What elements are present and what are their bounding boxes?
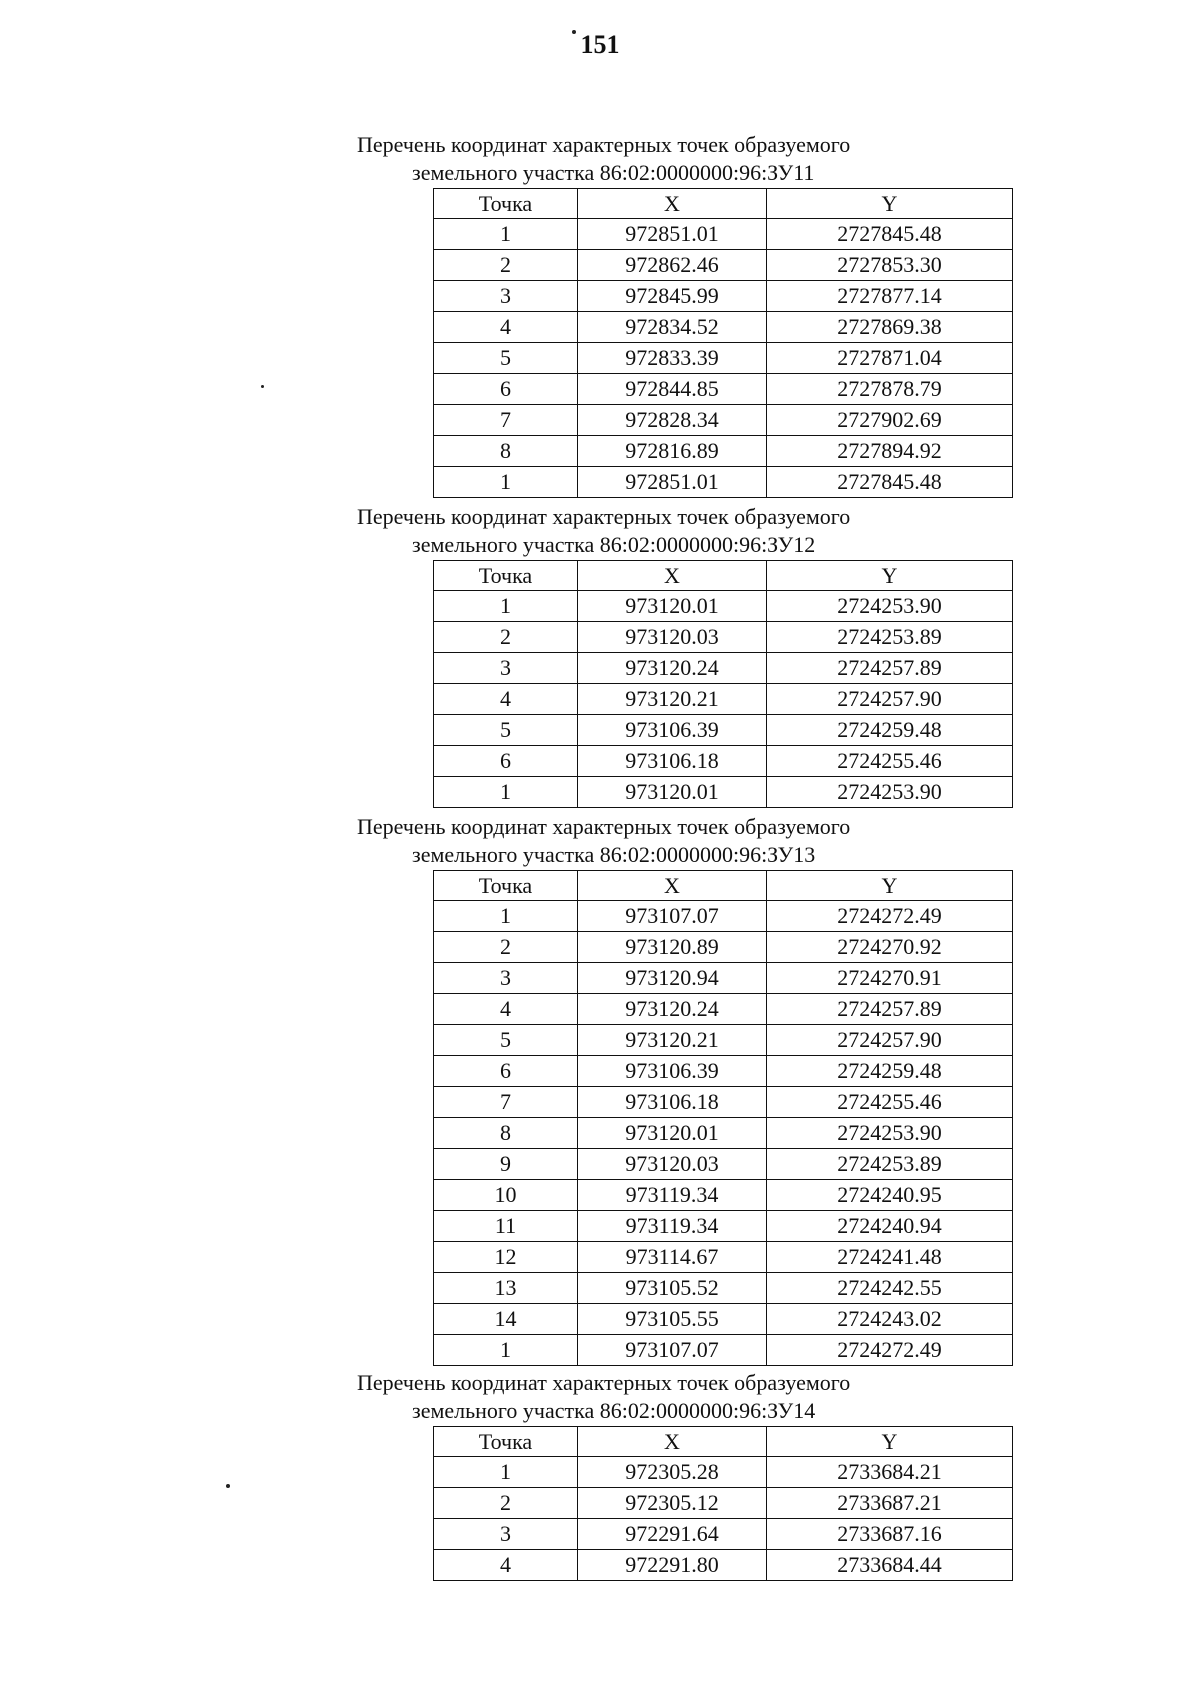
cell-y: 2724242.55 — [767, 1273, 1013, 1304]
cell-y: 2724270.91 — [767, 963, 1013, 994]
cell-x: 972845.99 — [578, 281, 767, 312]
table-row — [434, 1087, 1013, 1118]
cell-x: 972828.34 — [578, 405, 767, 436]
table-row — [434, 1519, 1013, 1550]
cell-x: 973120.21 — [578, 684, 767, 715]
cell-point: 7 — [434, 405, 578, 436]
cell-point: 2 — [434, 932, 578, 963]
table-row — [434, 932, 1013, 963]
cell-x: 973120.01 — [578, 777, 767, 808]
cell-y: 2727902.69 — [767, 405, 1013, 436]
cell-x: 972851.01 — [578, 467, 767, 498]
table-row — [434, 1211, 1013, 1242]
table-row — [434, 1488, 1013, 1519]
cell-point: 1 — [434, 1335, 578, 1366]
cell-y: 2724259.48 — [767, 1056, 1013, 1087]
cell-y: 2724240.94 — [767, 1211, 1013, 1242]
table-row — [434, 1056, 1013, 1087]
cell-y: 2727845.48 — [767, 467, 1013, 498]
table-row — [434, 1025, 1013, 1056]
column-header-point: Точка — [434, 189, 578, 219]
cell-y: 2724270.92 — [767, 932, 1013, 963]
table-row — [434, 777, 1013, 808]
table-row — [434, 1242, 1013, 1273]
table-row — [434, 405, 1013, 436]
section-title-line2: земельного участка 86:02:0000000:96:ЗУ11 — [412, 160, 815, 185]
column-header-x: X — [578, 1427, 767, 1457]
section-title-line1: Перечень координат характерных точек образуемого — [357, 1370, 851, 1395]
page-number: 151 — [580, 30, 620, 59]
cell-x: 972833.39 — [578, 343, 767, 374]
cell-point: 5 — [434, 1025, 578, 1056]
column-header-point: Точка — [434, 871, 578, 901]
cell-point: 3 — [434, 281, 578, 312]
cell-y: 2724259.48 — [767, 715, 1013, 746]
cell-y: 2724253.90 — [767, 1118, 1013, 1149]
cell-point: 5 — [434, 343, 578, 374]
cell-y: 2724240.95 — [767, 1180, 1013, 1211]
cell-x: 972291.64 — [578, 1519, 767, 1550]
cell-point: 3 — [434, 1519, 578, 1550]
cell-point: 4 — [434, 994, 578, 1025]
table-row — [434, 1118, 1013, 1149]
scan-speck — [226, 1484, 230, 1488]
cell-point: 10 — [434, 1180, 578, 1211]
cell-x: 973120.03 — [578, 1149, 767, 1180]
column-header-x: X — [578, 871, 767, 901]
cell-y: 2733687.21 — [767, 1488, 1013, 1519]
cell-point: 4 — [434, 1550, 578, 1581]
cell-point: 2 — [434, 1488, 578, 1519]
section-title-line1: Перечень координат характерных точек образуемого — [357, 814, 851, 839]
cell-y: 2727877.14 — [767, 281, 1013, 312]
table-row — [434, 1335, 1013, 1366]
cell-y: 2727869.38 — [767, 312, 1013, 343]
cell-point: 1 — [434, 1457, 578, 1488]
cell-y: 2724253.89 — [767, 1149, 1013, 1180]
section-title-line2: земельного участка 86:02:0000000:96:ЗУ14 — [412, 1398, 816, 1423]
table-row — [434, 715, 1013, 746]
table-row — [434, 467, 1013, 498]
table-row — [434, 746, 1013, 777]
cell-y: 2724241.48 — [767, 1242, 1013, 1273]
cell-x: 973105.52 — [578, 1273, 767, 1304]
scan-speck — [261, 385, 264, 388]
cell-point: 7 — [434, 1087, 578, 1118]
coordinates-table — [433, 560, 1013, 808]
table-row — [434, 1550, 1013, 1581]
section-title-line1: Перечень координат характерных точек образуемого — [357, 132, 851, 157]
cell-x: 973107.07 — [578, 901, 767, 932]
table-row — [434, 343, 1013, 374]
cell-x: 973105.55 — [578, 1304, 767, 1335]
column-header-x: X — [578, 561, 767, 591]
cell-x: 973107.07 — [578, 1335, 767, 1366]
cell-point: 1 — [434, 777, 578, 808]
section-title-line1: Перечень координат характерных точек образуемого — [357, 504, 851, 529]
cell-y: 2727845.48 — [767, 219, 1013, 250]
cell-x: 973119.34 — [578, 1180, 767, 1211]
cell-point: 2 — [434, 622, 578, 653]
table-header-row — [434, 561, 1013, 591]
column-header-y: Y — [767, 871, 1013, 901]
cell-y: 2724243.02 — [767, 1304, 1013, 1335]
table-header-row — [434, 189, 1013, 219]
table-row — [434, 1273, 1013, 1304]
cell-point: 13 — [434, 1273, 578, 1304]
cell-x: 972816.89 — [578, 436, 767, 467]
cell-x: 973106.18 — [578, 746, 767, 777]
cell-x: 973120.01 — [578, 591, 767, 622]
table-row — [434, 374, 1013, 405]
column-header-y: Y — [767, 561, 1013, 591]
coordinates-table — [433, 188, 1013, 498]
cell-x: 973119.34 — [578, 1211, 767, 1242]
cell-x: 973106.18 — [578, 1087, 767, 1118]
section-title-line2: земельного участка 86:02:0000000:96:ЗУ12 — [412, 532, 816, 557]
cell-point: 14 — [434, 1304, 578, 1335]
cell-point: 3 — [434, 653, 578, 684]
cell-x: 972834.52 — [578, 312, 767, 343]
table-row — [434, 281, 1013, 312]
cell-y: 2733684.21 — [767, 1457, 1013, 1488]
cell-point: 11 — [434, 1211, 578, 1242]
table-row — [434, 901, 1013, 932]
cell-x: 972862.46 — [578, 250, 767, 281]
table-row — [434, 994, 1013, 1025]
cell-y: 2727878.79 — [767, 374, 1013, 405]
cell-x: 972291.80 — [578, 1550, 767, 1581]
cell-point: 4 — [434, 312, 578, 343]
scan-speck — [572, 30, 576, 34]
cell-point: 9 — [434, 1149, 578, 1180]
cell-point: 1 — [434, 591, 578, 622]
column-header-y: Y — [767, 189, 1013, 219]
coordinates-table — [433, 1426, 1013, 1581]
cell-x: 972305.28 — [578, 1457, 767, 1488]
cell-y: 2724255.46 — [767, 1087, 1013, 1118]
table-row — [434, 1149, 1013, 1180]
cell-y: 2724257.90 — [767, 684, 1013, 715]
cell-y: 2724272.49 — [767, 901, 1013, 932]
column-header-y: Y — [767, 1427, 1013, 1457]
section-title-line2: земельного участка 86:02:0000000:96:ЗУ13 — [412, 842, 816, 867]
cell-x: 973120.24 — [578, 994, 767, 1025]
cell-point: 6 — [434, 746, 578, 777]
cell-x: 973120.21 — [578, 1025, 767, 1056]
cell-y: 2727894.92 — [767, 436, 1013, 467]
cell-point: 6 — [434, 374, 578, 405]
cell-y: 2724255.46 — [767, 746, 1013, 777]
table-row — [434, 219, 1013, 250]
cell-x: 973120.94 — [578, 963, 767, 994]
cell-y: 2733684.44 — [767, 1550, 1013, 1581]
cell-x: 973106.39 — [578, 1056, 767, 1087]
cell-point: 1 — [434, 219, 578, 250]
coordinates-table — [433, 870, 1013, 1366]
cell-y: 2724253.90 — [767, 777, 1013, 808]
table-row — [434, 963, 1013, 994]
cell-x: 973120.01 — [578, 1118, 767, 1149]
table-row — [434, 653, 1013, 684]
cell-point: 6 — [434, 1056, 578, 1087]
cell-point: 8 — [434, 436, 578, 467]
cell-point: 2 — [434, 250, 578, 281]
cell-y: 2727853.30 — [767, 250, 1013, 281]
table-row — [434, 250, 1013, 281]
column-header-point: Точка — [434, 561, 578, 591]
cell-x: 973106.39 — [578, 715, 767, 746]
table-row — [434, 622, 1013, 653]
cell-point: 4 — [434, 684, 578, 715]
cell-y: 2724257.89 — [767, 653, 1013, 684]
table-row — [434, 1457, 1013, 1488]
table-row — [434, 312, 1013, 343]
cell-point: 3 — [434, 963, 578, 994]
cell-x: 972305.12 — [578, 1488, 767, 1519]
table-header-row — [434, 871, 1013, 901]
cell-y: 2724253.90 — [767, 591, 1013, 622]
cell-x: 973120.89 — [578, 932, 767, 963]
cell-x: 972844.85 — [578, 374, 767, 405]
cell-y: 2733687.16 — [767, 1519, 1013, 1550]
cell-y: 2727871.04 — [767, 343, 1013, 374]
column-header-x: X — [578, 189, 767, 219]
cell-x: 972851.01 — [578, 219, 767, 250]
column-header-point: Точка — [434, 1427, 578, 1457]
table-row — [434, 1304, 1013, 1335]
cell-point: 5 — [434, 715, 578, 746]
cell-x: 973120.03 — [578, 622, 767, 653]
cell-point: 8 — [434, 1118, 578, 1149]
cell-y: 2724272.49 — [767, 1335, 1013, 1366]
table-row — [434, 591, 1013, 622]
cell-point: 12 — [434, 1242, 578, 1273]
cell-y: 2724257.90 — [767, 1025, 1013, 1056]
table-header-row — [434, 1427, 1013, 1457]
cell-x: 973120.24 — [578, 653, 767, 684]
table-row — [434, 1180, 1013, 1211]
cell-point: 1 — [434, 467, 578, 498]
table-row — [434, 684, 1013, 715]
cell-x: 973114.67 — [578, 1242, 767, 1273]
cell-point: 1 — [434, 901, 578, 932]
table-row — [434, 436, 1013, 467]
cell-y: 2724257.89 — [767, 994, 1013, 1025]
cell-y: 2724253.89 — [767, 622, 1013, 653]
